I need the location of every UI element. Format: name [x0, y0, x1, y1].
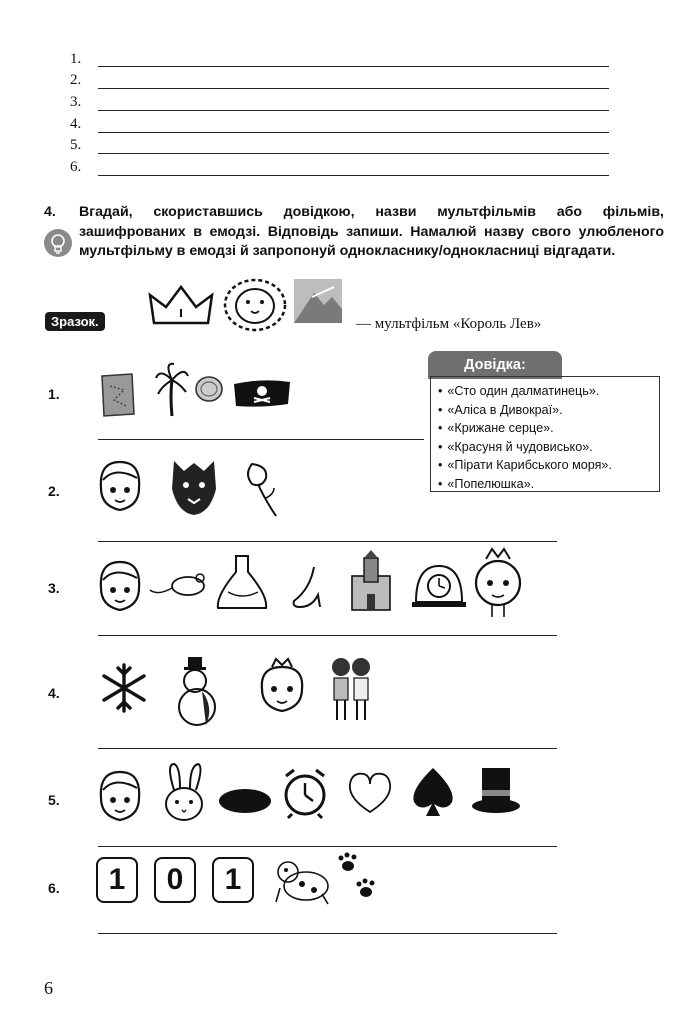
lion-icon	[222, 276, 288, 332]
answer-line[interactable]	[98, 635, 557, 636]
sample-answer: — мультфільм «Король Лев»	[356, 316, 542, 332]
task-number: 4.	[44, 204, 56, 220]
reference-title: Довідка:	[428, 351, 562, 379]
digit-box: 1	[212, 857, 254, 903]
answer-line[interactable]	[98, 541, 557, 542]
spade-icon	[408, 766, 458, 818]
reference-item: • «Крижане серце».	[438, 419, 659, 438]
answer-line[interactable]	[98, 175, 609, 176]
glass-slipper-icon	[290, 565, 324, 611]
digit-box: 0	[154, 857, 196, 903]
row-number: 5.	[48, 792, 60, 808]
answer-line-number: 3.	[70, 94, 82, 110]
girl-face-icon	[95, 458, 145, 514]
dress-icon	[214, 552, 270, 612]
crown-icon	[146, 283, 216, 327]
pirate-flag-icon	[232, 378, 292, 408]
lightbulb-icon	[44, 229, 72, 257]
answer-line[interactable]	[98, 439, 424, 440]
reference-item: • «Красуня й чудовисько».	[438, 438, 659, 457]
heart-icon	[346, 770, 394, 816]
row-number: 2.	[48, 483, 60, 499]
answer-line-number: 6.	[70, 159, 82, 175]
treasure-map-icon	[98, 372, 138, 418]
snowman-icon	[172, 655, 222, 727]
palm-tree-icon	[154, 362, 190, 418]
mouse-icon	[148, 568, 214, 602]
row-number: 6.	[48, 880, 60, 896]
reference-item: • «Сто один далматинець».	[438, 382, 659, 401]
rabbit-icon	[160, 762, 208, 824]
answer-line-number: 4.	[70, 116, 82, 132]
snowflake-icon	[98, 662, 150, 714]
answer-line-number: 1.	[70, 51, 82, 67]
answer-line[interactable]	[98, 110, 609, 111]
row-number: 4.	[48, 685, 60, 701]
page-number: 6	[44, 978, 53, 998]
reference-item: • «Аліса в Дивокраї».	[438, 401, 659, 420]
reference-item: • «Попелюшка».	[438, 475, 659, 494]
couple-icon	[328, 656, 374, 722]
answer-line[interactable]	[98, 132, 609, 133]
answer-line[interactable]	[98, 153, 609, 154]
alarm-clock-icon	[280, 766, 330, 820]
dalmatian-puppy-icon	[272, 858, 334, 906]
mantel-clock-icon	[410, 562, 468, 608]
castle-icon	[346, 550, 396, 612]
rose-icon	[240, 458, 280, 518]
reference-item: • «Пірати Карибського моря».	[438, 456, 659, 475]
top-hat-icon	[470, 764, 522, 820]
row-number: 3.	[48, 580, 60, 596]
answer-line[interactable]	[98, 66, 609, 67]
answer-line[interactable]	[98, 748, 557, 749]
reference-box	[430, 376, 660, 492]
answer-line[interactable]	[98, 933, 557, 934]
answer-line-number: 5.	[70, 137, 82, 153]
girl-face-icon	[95, 768, 145, 824]
beast-icon	[164, 453, 224, 517]
row-number: 1.	[48, 386, 60, 402]
digit-box: 1	[96, 857, 138, 903]
princess-face-icon	[256, 657, 308, 715]
answer-line[interactable]	[98, 846, 557, 847]
mountain-icon	[294, 279, 342, 323]
answer-line[interactable]	[98, 88, 609, 89]
girl-face-icon	[95, 558, 145, 614]
coin-icon	[194, 374, 224, 404]
paw-prints-icon	[336, 852, 380, 908]
answer-line-number: 2.	[70, 72, 82, 88]
task-text: Вгадай, скориставшись довідкою, назви мультфільмів або фільмів, зашифрованих в емодзі. Відповідь запиши. Намалюй назву свого улюбленого мультфільму в емодзі й запропонуй однокласнику/однокласниці відгадати.	[79, 204, 664, 259]
rabbit-hole-icon	[216, 786, 274, 816]
prince-face-icon	[470, 545, 526, 619]
sample-badge: Зразок.	[45, 312, 105, 331]
